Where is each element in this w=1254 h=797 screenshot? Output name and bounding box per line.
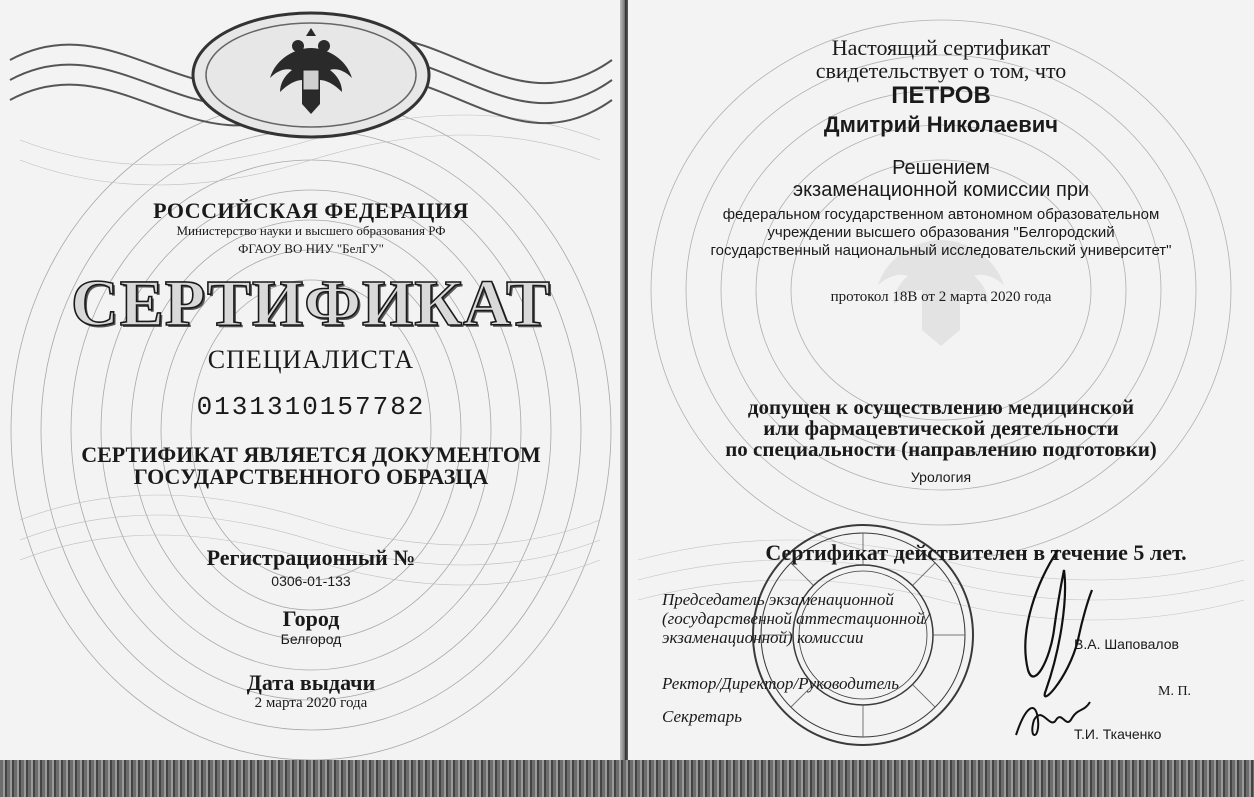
institution-name: федеральном государственном автономном образовательном учреждении высшего образования "Белгородский государственный национальный исследовательский университет" (710, 206, 1172, 259)
decision-line-2: экзаменационной комиссии при (792, 179, 1090, 201)
organization-name: ФГАОУ ВО НИУ "БелГУ" (238, 241, 384, 256)
certificate-title: СЕРТИФИКАТ (71, 267, 551, 340)
admission-line-2: или фармацевтической деятельности (763, 416, 1119, 440)
intro-line-1: Настоящий сертификат (831, 35, 1051, 60)
decision-line-1: Решением (892, 157, 990, 179)
rector-title: Ректор/Директор/Руководитель (662, 674, 899, 693)
stamp-place-label: М. П. (1158, 684, 1192, 699)
certificate-left-page (0, 0, 622, 797)
document-status-line-2: ГОСУДАРСТВЕННОГО ОБРАЗЦА (133, 464, 489, 489)
city-label: Город (282, 606, 340, 631)
secretary-title: Секретарь (662, 707, 742, 726)
certificate-subtitle: СПЕЦИАЛИСТА (207, 345, 415, 374)
issue-date-value: 2 марта 2020 года (254, 695, 368, 711)
country-name: РОССИЙСКАЯ ФЕДЕРАЦИЯ (153, 198, 469, 223)
scan-bottom-edge (0, 760, 1254, 797)
document-status-line-1: СЕРТИФИКАТ ЯВЛЯЕТСЯ ДОКУМЕНТОМ (81, 442, 541, 467)
holder-given-names: Дмитрий Николаевич (823, 112, 1059, 137)
certificate-right-page (628, 0, 1254, 797)
secretary-name: Т.И. Ткаченко (1074, 726, 1162, 742)
chair-name: В.А. Шаповалов (1074, 636, 1179, 652)
protocol-reference: протокол 18В от 2 марта 2020 года (830, 289, 1052, 305)
registration-label: Регистрационный № (206, 545, 416, 570)
holder-surname: ПЕТРОВ (891, 82, 991, 109)
ministry-name: Министерство науки и высшего образования РФ (176, 223, 446, 238)
validity-statement: Сертификат действителен в течение 5 лет. (765, 540, 1187, 565)
city-value: Белгород (280, 631, 342, 647)
coat-of-arms-icon (266, 18, 356, 118)
admission-line-3: по специальности (направлению подготовки) (725, 437, 1157, 461)
specialty-value: Урология (910, 469, 972, 485)
chair-title: Председатель экзаменационной (государственной аттестационной/ экзаменационной) комиссии (662, 590, 930, 647)
registration-number: 0306-01-133 (271, 573, 351, 589)
issue-date-label: Дата выдачи (246, 670, 376, 695)
intro-line-2: свидетельствует о том, что (815, 58, 1067, 83)
secretary-signature (1006, 690, 1096, 750)
admission-line-1: допущен к осуществлению медицинской (747, 395, 1135, 419)
certificate-number: 0131310157782 (196, 392, 426, 422)
